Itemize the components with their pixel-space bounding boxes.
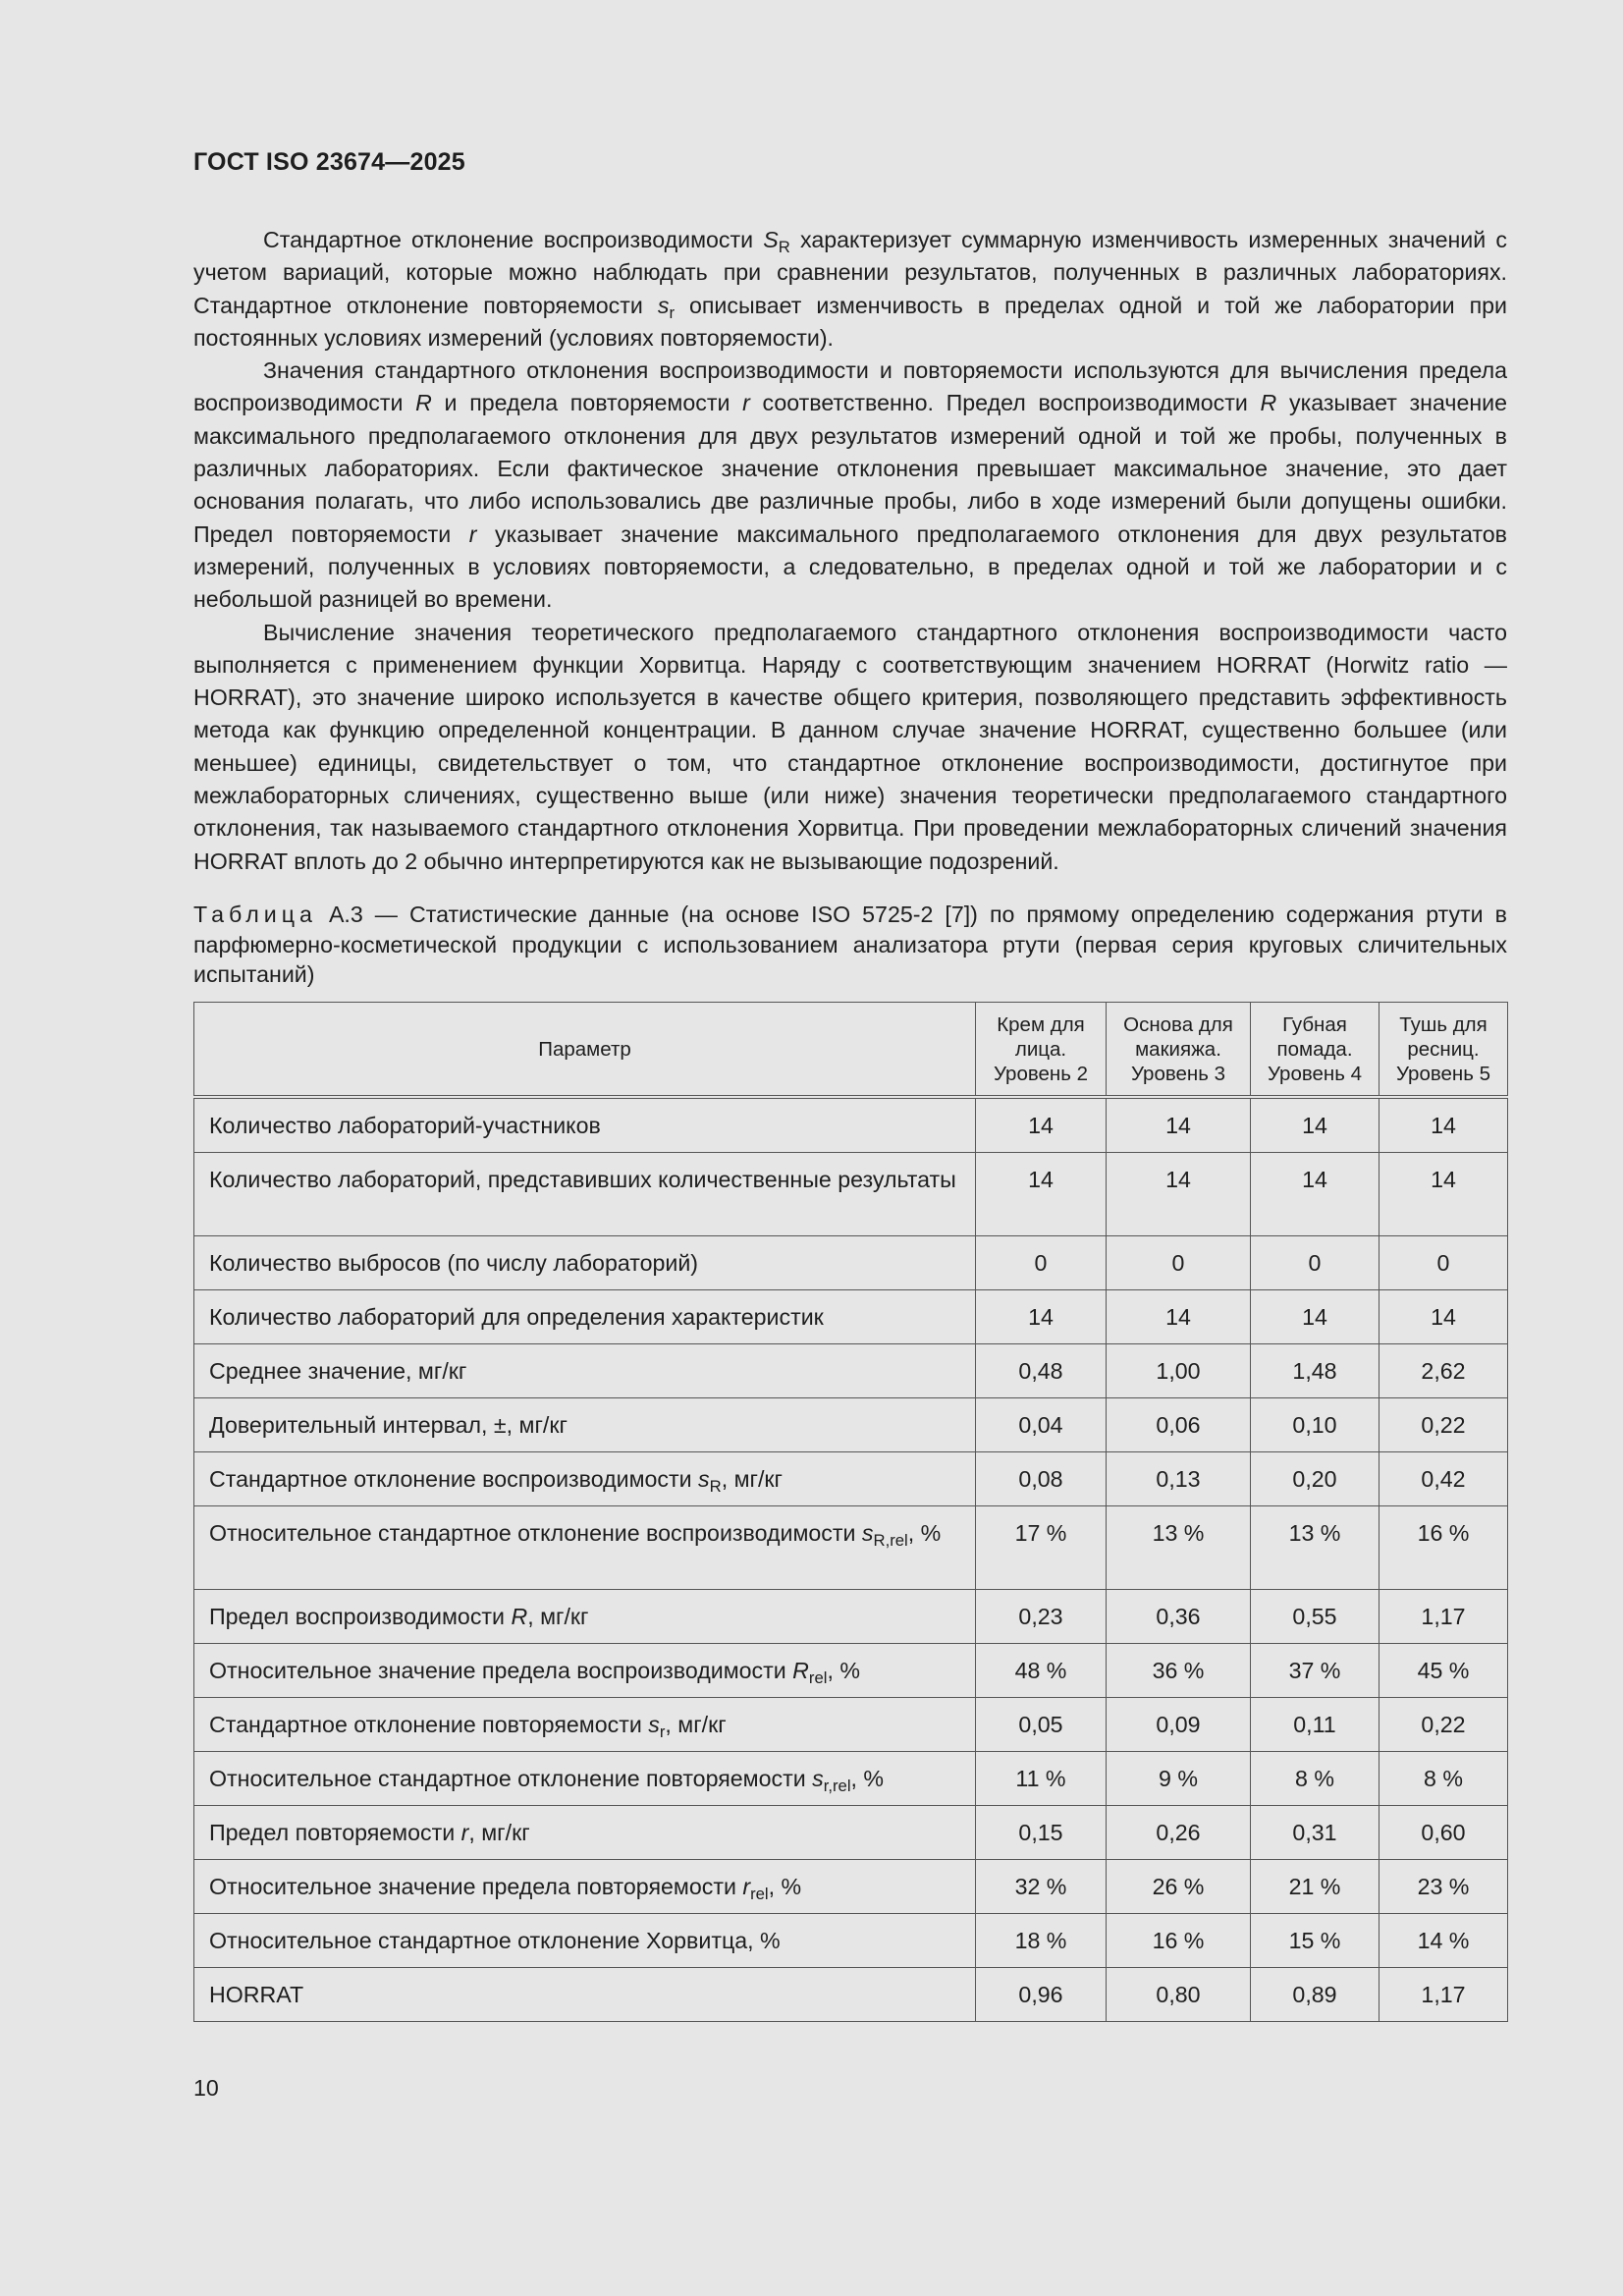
value-cell: 0,26 bbox=[1107, 1806, 1251, 1860]
value-cell: 0,31 bbox=[1251, 1806, 1380, 1860]
value-cell: 13 % bbox=[1251, 1506, 1380, 1590]
column-header: Тушь для ресниц. Уровень 5 bbox=[1380, 1003, 1508, 1098]
value-cell: 0 bbox=[1380, 1236, 1508, 1290]
parameter-cell: Относительное значение предела воспроизводимости $R_{rel}$, % bbox=[194, 1644, 976, 1698]
value-cell: 14 bbox=[976, 1153, 1107, 1236]
table-row bbox=[194, 1806, 1508, 1860]
value-cell: 16 % bbox=[1380, 1506, 1508, 1590]
parameter-cell: Относительное стандартное отклонение повторяемости $s_{r,rel}$, % bbox=[194, 1752, 976, 1806]
value-cell: 0,22 bbox=[1380, 1698, 1508, 1752]
table-row bbox=[194, 1290, 1508, 1344]
table-row bbox=[194, 1644, 1508, 1698]
value-cell: 0,15 bbox=[976, 1806, 1107, 1860]
value-cell: 14 bbox=[1107, 1153, 1251, 1236]
value-cell: 14 bbox=[1251, 1290, 1380, 1344]
symbol: s bbox=[698, 1466, 710, 1492]
value-cell: 0,36 bbox=[1107, 1590, 1251, 1644]
symbol-R: R bbox=[415, 390, 432, 416]
value-cell: 0,06 bbox=[1107, 1398, 1251, 1452]
value-cell: 14 % bbox=[1380, 1914, 1508, 1968]
value-cell: 0,48 bbox=[976, 1344, 1107, 1398]
parameter-cell: Стандартное отклонение повторяемости $s_r$, мг/кг bbox=[194, 1698, 976, 1752]
value-cell: 1,17 bbox=[1380, 1968, 1508, 2022]
value-cell: 2,62 bbox=[1380, 1344, 1508, 1398]
value-cell: 0,55 bbox=[1251, 1590, 1380, 1644]
page-number: 10 bbox=[193, 2075, 219, 2101]
paragraph-1: Стандартное отклонение воспроизводимости $S_R$ характеризует суммарную изменчивость измеренных значений с учетом вариаций, которые можно наблюдать при сравнении результатов, полученных в различных лабораториях. Стандартное отклонение повторяемости $s_r$ описывает изменчивость в пределах одной и той же лаборатории при постоянных условиях измерений (условиях повторяемости). bbox=[193, 227, 1507, 351]
paragraph-3: Вычисление значения теоретического предполагаемого стандартного отклонения воспроизводимости часто выполняется с применением функции Хорвитца. Наряду с соответствующим значением HORRAT (Horwitz ratio — HORRAT), это значение широко используется в качестве общего критерия, позволяющего представить эффективность метода как функцию определенной концентрации. В данном случае значение HORRAT, существенно большее (или меньшее) единицы, свидетельствует о том, что стандартное отклонение воспроизводимости, достигнутое при межлабораторных сличениях, существенно выше (или ниже) значения теоретически предполагаемого стандартного отклонения, так называемого стандартного отклонения Хорвитца. При проведении межлабораторных сличений значения HORRAT вплоть до 2 обычно интерпретируются как не вызывающие подозрений. bbox=[193, 619, 1507, 874]
value-cell: 14 bbox=[976, 1097, 1107, 1153]
parameter-cell: Среднее значение, мг/кг bbox=[194, 1344, 976, 1398]
value-cell: 14 bbox=[1380, 1097, 1508, 1153]
subscript: R bbox=[778, 238, 790, 256]
table-row bbox=[194, 1590, 1508, 1644]
parameter-cell: Стандартное отклонение воспроизводимости $s_R$, мг/кг bbox=[194, 1452, 976, 1506]
parameter-cell: Относительное стандартное отклонение Хорвитца, % bbox=[194, 1914, 976, 1968]
value-cell: 37 % bbox=[1251, 1644, 1380, 1698]
parameter-cell: HORRAT bbox=[194, 1968, 976, 2022]
value-cell: 1,48 bbox=[1251, 1344, 1380, 1398]
subscript: rel bbox=[808, 1668, 828, 1687]
value-cell: 1,00 bbox=[1107, 1344, 1251, 1398]
subscript: r bbox=[669, 302, 675, 322]
value-cell: 23 % bbox=[1380, 1860, 1508, 1914]
value-cell: 0,11 bbox=[1251, 1698, 1380, 1752]
parameter-cell: Относительное значение предела повторяемости $r_{rel}$, % bbox=[194, 1860, 976, 1914]
parameter-cell: Относительное стандартное отклонение воспроизводимости $s_{R,rel}$, % bbox=[194, 1506, 976, 1590]
value-cell: 14 bbox=[1251, 1097, 1380, 1153]
table-row bbox=[194, 1452, 1508, 1506]
value-cell: 15 % bbox=[1251, 1914, 1380, 1968]
table-row bbox=[194, 1153, 1508, 1236]
value-cell: 0,96 bbox=[976, 1968, 1107, 2022]
value-cell: 0,80 bbox=[1107, 1968, 1251, 2022]
symbol: r bbox=[742, 1874, 751, 1899]
parameter-cell: Количество лабораторий-участников bbox=[194, 1097, 976, 1153]
value-cell: 0,89 bbox=[1251, 1968, 1380, 2022]
symbol-r: r bbox=[742, 390, 750, 416]
subscript: R bbox=[709, 1477, 722, 1496]
value-cell: 11 % bbox=[976, 1752, 1107, 1806]
value-cell: 0,09 bbox=[1107, 1698, 1251, 1752]
document-header: ГОСТ ISO 23674—2025 bbox=[193, 148, 465, 176]
symbol-s: S bbox=[763, 227, 779, 252]
body-text bbox=[193, 224, 1507, 878]
value-cell: 0,23 bbox=[976, 1590, 1107, 1644]
value-cell: 14 bbox=[1380, 1290, 1508, 1344]
value-cell: 1,17 bbox=[1380, 1590, 1508, 1644]
table-row bbox=[194, 1236, 1508, 1290]
parameter-cell: Количество выбросов (по числу лабораторий) bbox=[194, 1236, 976, 1290]
value-cell: 45 % bbox=[1380, 1644, 1508, 1698]
value-cell: 8 % bbox=[1251, 1752, 1380, 1806]
column-header: Губная помада. Уровень 4 bbox=[1251, 1003, 1380, 1098]
value-cell: 13 % bbox=[1107, 1506, 1251, 1590]
parameter-cell: Количество лабораторий, представивших количественные результаты bbox=[194, 1153, 976, 1236]
value-cell: 36 % bbox=[1107, 1644, 1251, 1698]
table-row bbox=[194, 1506, 1508, 1590]
value-cell: 0,04 bbox=[976, 1398, 1107, 1452]
symbol-R: R bbox=[1260, 390, 1277, 416]
value-cell: 0 bbox=[1107, 1236, 1251, 1290]
value-cell: 32 % bbox=[976, 1860, 1107, 1914]
table-row bbox=[194, 1752, 1508, 1806]
table-label: Таблица bbox=[193, 902, 317, 927]
table-row bbox=[194, 1698, 1508, 1752]
value-cell: 14 bbox=[1107, 1097, 1251, 1153]
value-cell: 17 % bbox=[976, 1506, 1107, 1590]
value-cell: 21 % bbox=[1251, 1860, 1380, 1914]
table-row bbox=[194, 1860, 1508, 1914]
table-row bbox=[194, 1968, 1508, 2022]
value-cell: 14 bbox=[976, 1290, 1107, 1344]
value-cell: 0,60 bbox=[1380, 1806, 1508, 1860]
value-cell: 0,08 bbox=[976, 1452, 1107, 1506]
value-cell: 26 % bbox=[1107, 1860, 1251, 1914]
value-cell: 0,05 bbox=[976, 1698, 1107, 1752]
table-row bbox=[194, 1398, 1508, 1452]
symbol: s bbox=[648, 1712, 660, 1737]
value-cell: 9 % bbox=[1107, 1752, 1251, 1806]
paragraph-2: Значения стандартного отклонения воспроизводимости и повторяемости используются для вычисления предела воспроизводимости R и предела повторяемости r соответственно. Предел воспроизводимости R указывает значение максимального предполагаемого отклонения для двух результатов измерений одной и той же пробы, полученных в различных лабораториях. Если фактическое значение отклонения превышает максимальное значение, это дает основания полагать, что либо использовались две различные пробы, либо в ходе измерений были допущены ошибки. Предел повторяемости r указывает значение максимального предполагаемого отклонения для двух результатов измерений, полученных в условиях повторяемости, а следовательно, в пределах одной и той же лаборатории и с небольшой разницей во времени. bbox=[193, 357, 1508, 613]
value-cell: 0,42 bbox=[1380, 1452, 1508, 1506]
table-caption bbox=[193, 900, 1507, 990]
subscript: rel bbox=[750, 1885, 769, 1903]
value-cell: 0,22 bbox=[1380, 1398, 1508, 1452]
value-cell: 0,10 bbox=[1251, 1398, 1380, 1452]
column-header: Основа для макияжа. Уровень 3 bbox=[1107, 1003, 1251, 1098]
subscript: r,rel bbox=[823, 1777, 851, 1795]
value-cell: 0 bbox=[1251, 1236, 1380, 1290]
table-row bbox=[194, 1344, 1508, 1398]
value-cell: 14 bbox=[1380, 1153, 1508, 1236]
parameter-cell: Доверительный интервал, ±, мг/кг bbox=[194, 1398, 976, 1452]
value-cell: 16 % bbox=[1107, 1914, 1251, 1968]
parameter-cell: Количество лабораторий для определения характеристик bbox=[194, 1290, 976, 1344]
value-cell: 0,13 bbox=[1107, 1452, 1251, 1506]
value-cell: 14 bbox=[1251, 1153, 1380, 1236]
parameter-cell: Предел повторяемости r, мг/кг bbox=[194, 1806, 976, 1860]
table-header-row bbox=[194, 1003, 1508, 1098]
data-table bbox=[193, 1002, 1508, 2022]
value-cell: 14 bbox=[1107, 1290, 1251, 1344]
subscript: R,rel bbox=[873, 1531, 908, 1550]
value-cell: 48 % bbox=[976, 1644, 1107, 1698]
table-row bbox=[194, 1914, 1508, 1968]
value-cell: 18 % bbox=[976, 1914, 1107, 1968]
value-cell: 0 bbox=[976, 1236, 1107, 1290]
symbol: r bbox=[460, 1820, 469, 1845]
symbol: s bbox=[812, 1766, 824, 1791]
subscript: r bbox=[659, 1722, 666, 1741]
value-cell: 0,20 bbox=[1251, 1452, 1380, 1506]
table-caption-text: А.3 — Статистические данные (на основе ISO 5725-2 [7]) по прямому определению содержания ртути в парфюмерно-косметической продукции с использованием анализатора ртути (первая серия круговых сличительных испытаний) bbox=[193, 902, 1507, 987]
symbol: R bbox=[792, 1658, 809, 1683]
table-row bbox=[194, 1097, 1508, 1153]
value-cell: 8 % bbox=[1380, 1752, 1508, 1806]
symbol: R bbox=[511, 1604, 528, 1629]
column-header: Параметр bbox=[194, 1003, 976, 1098]
parameter-cell: Предел воспроизводимости R, мг/кг bbox=[194, 1590, 976, 1644]
symbol-s: s bbox=[657, 292, 670, 318]
column-header: Крем для лица. Уровень 2 bbox=[976, 1003, 1107, 1098]
symbol-r: r bbox=[468, 520, 477, 547]
symbol: s bbox=[861, 1520, 874, 1546]
